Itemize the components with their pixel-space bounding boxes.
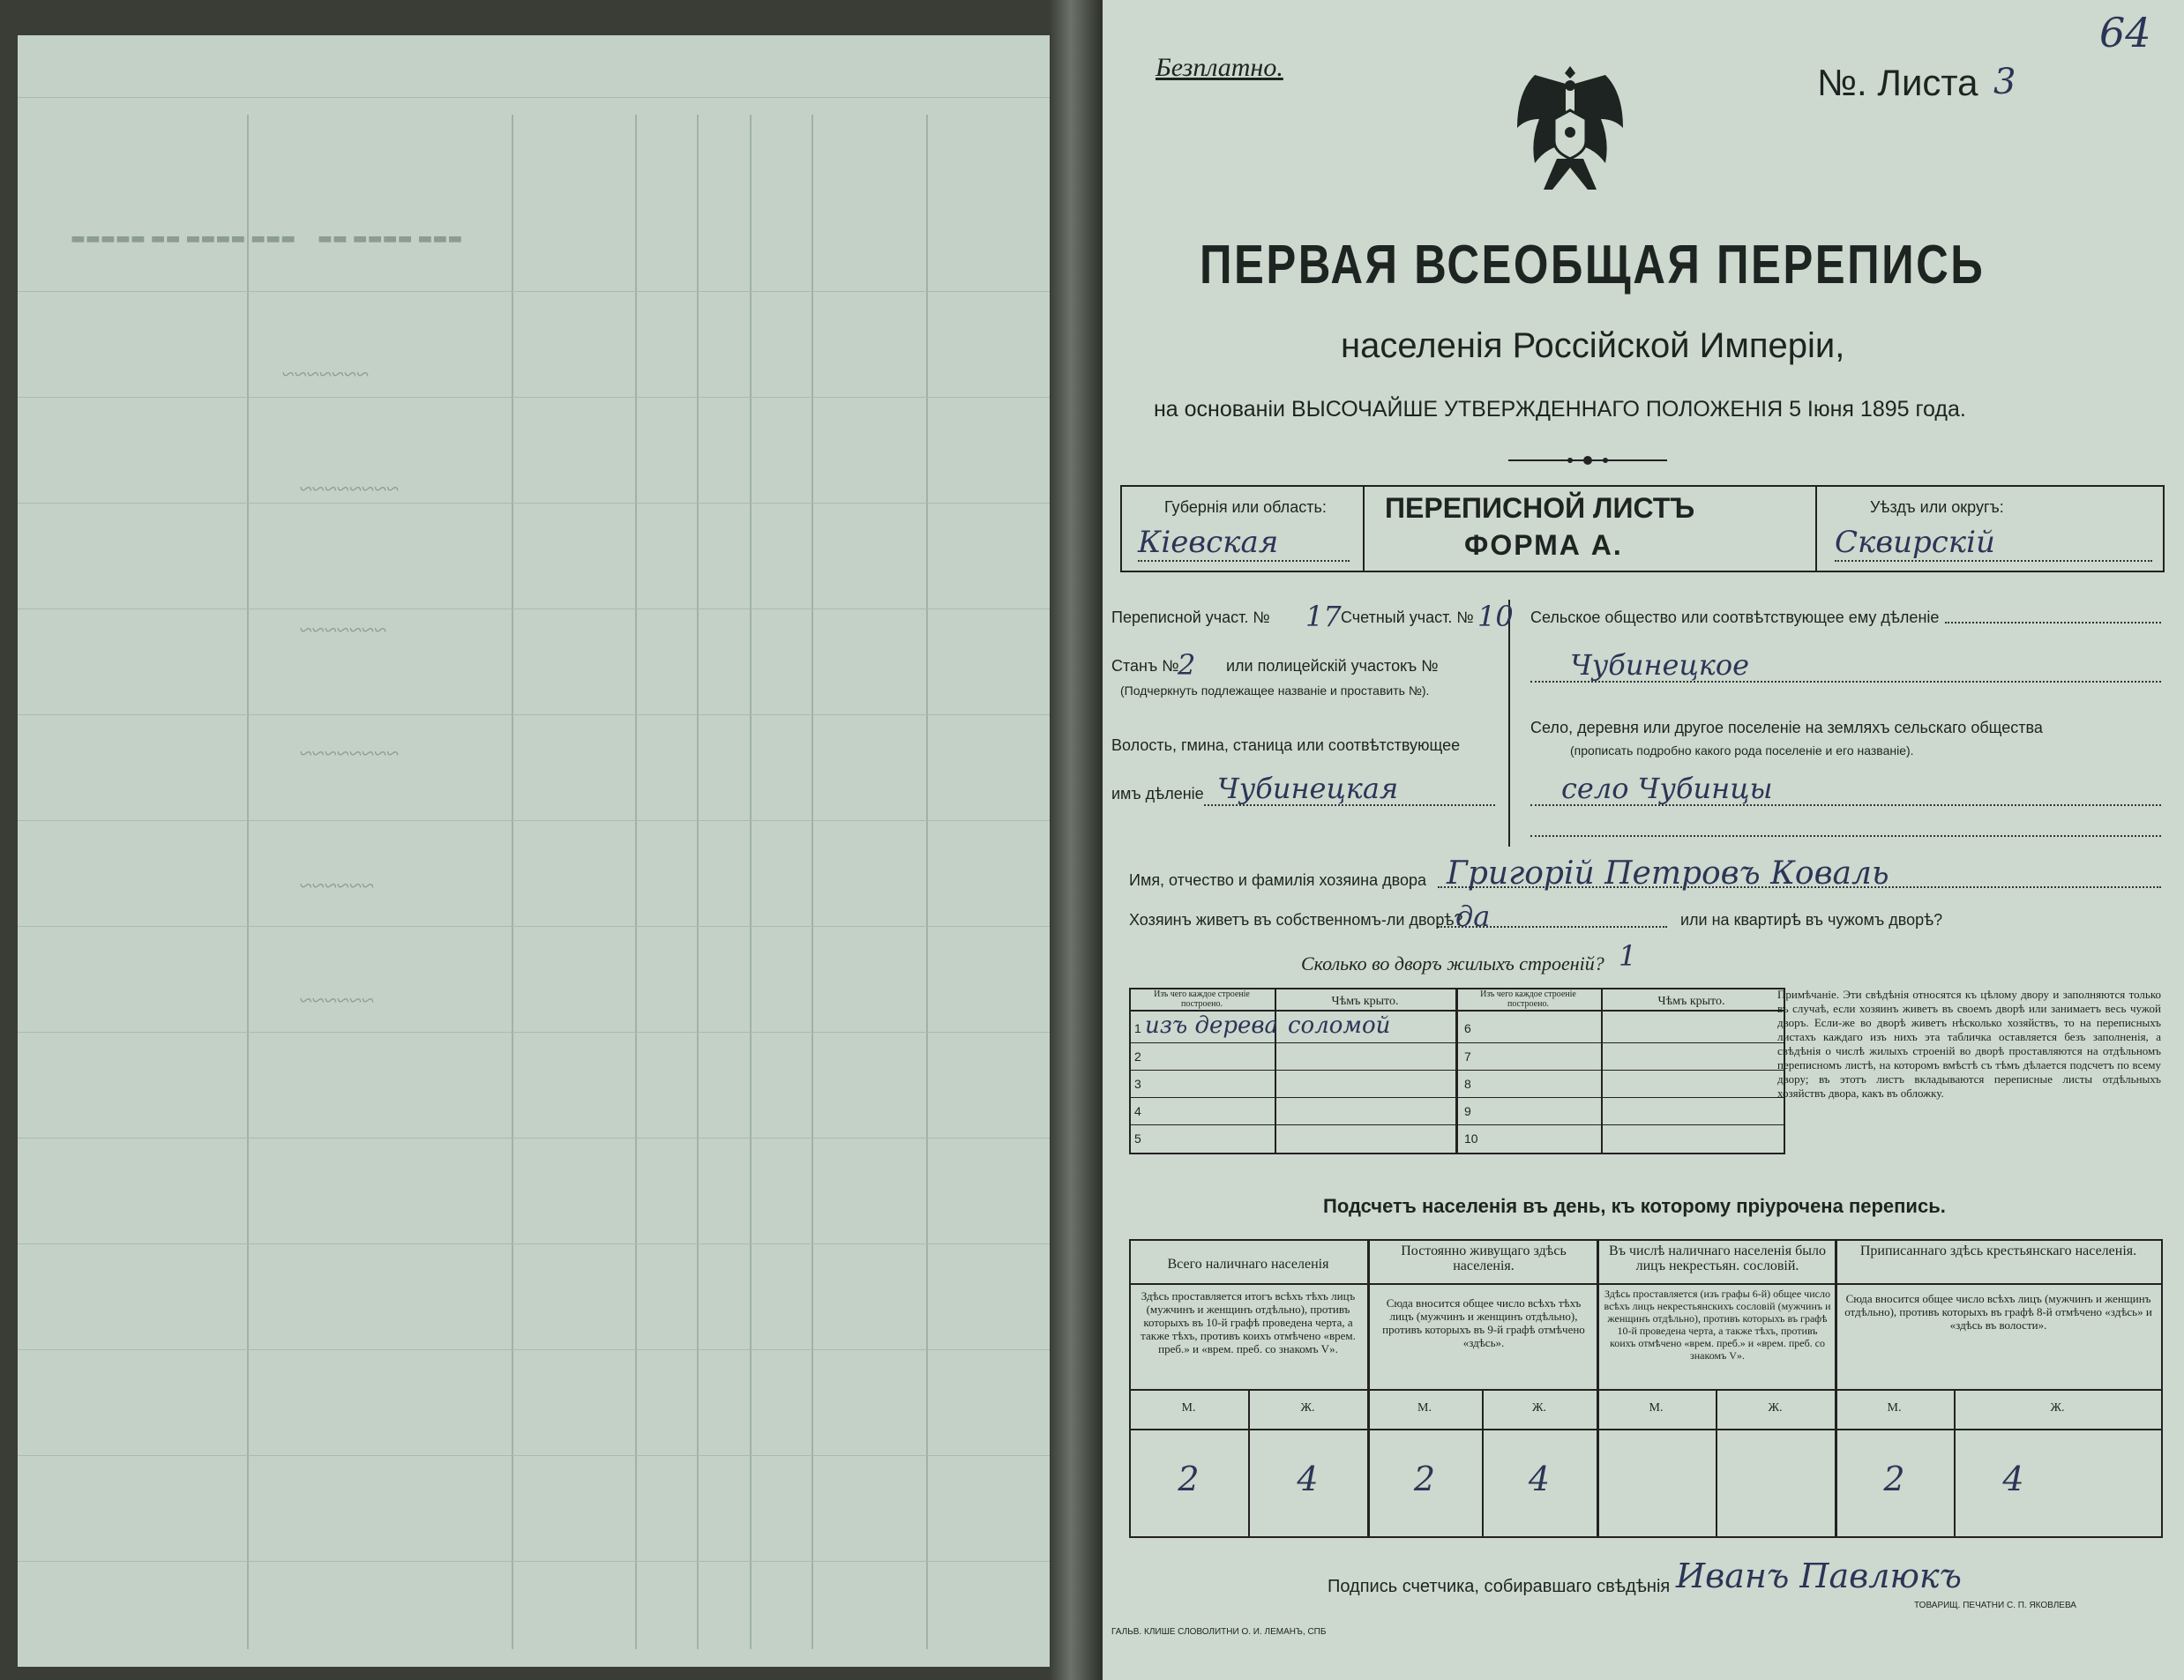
volost-label-2: имъ дѣленіе (1111, 785, 1204, 803)
left-page-bleedthrough: ▬▬▬ ▬▬▬▬ ▬▬ ▬▬▬▬▬ ▬▬▬ ▬▬▬▬ ▬▬ ~~~~~~~ ~~~~~~~~ ~~~~~~~ ~~~~~~~~ ~~~~~~ ~~~~~~ (18, 35, 1050, 1667)
owner-value: Григорій Петровъ Коваль (1447, 855, 1889, 892)
building-roof-header-2: Чѣмъ крыто. (1657, 995, 1725, 1008)
female-label: Ж. (1531, 1401, 1547, 1415)
building-row-no: 1 (1134, 1021, 1141, 1035)
count-col-header: Приписаннаго здѣсь крестьянскаго населенія. (1859, 1243, 2137, 1258)
apartment-label: или на квартирѣ въ чужомъ дворѣ? (1680, 911, 1943, 929)
count-district-value: 10 (1477, 600, 1514, 633)
building-row-no: 3 (1134, 1077, 1141, 1091)
free-label: Безплатно. (1156, 53, 1283, 82)
male-label: М. (1181, 1401, 1196, 1415)
building-row-no: 9 (1464, 1104, 1471, 1118)
buildings-label: Сколько во дворъ жилыхъ строеній? (1301, 952, 1604, 974)
district-label: Уѣздъ или округъ: (1870, 498, 2004, 516)
building-row-no: 10 (1464, 1131, 1478, 1146)
male-label: М. (1649, 1401, 1664, 1415)
male-count: 2 (1178, 1460, 1200, 1498)
census-district-label: Переписной участ. № (1111, 609, 1270, 626)
community-value: Чубинецкое (1570, 648, 1750, 682)
building-row-no: 4 (1134, 1104, 1141, 1118)
community-label: Сельское общество или соотвѣтствующее ему дѣленіе (1530, 609, 1940, 626)
building-row-no: 7 (1464, 1049, 1471, 1064)
count-col-header: Въ числѣ наличнаго населенія было лицъ некрестьян. сословій. (1609, 1243, 1826, 1273)
owner-label: Имя, отчество и фамилія хозяина двора (1129, 871, 1426, 889)
census-basis: на основаніи ВЫСОЧАЙШЕ УТВЕРЖДЕННАГО ПОЛОЖЕНІЯ 5 Іюня 1895 года. (1154, 397, 1966, 422)
building-roof: соломой (1288, 1012, 1391, 1039)
count-col-header: Постоянно живущаго здѣсь населенія. (1401, 1243, 1567, 1273)
form-title: ПЕРЕПИСНОЙ ЛИСТЪ (1385, 492, 1695, 524)
volost-value: Чубинецкая (1217, 772, 1399, 805)
female-label: Ж. (1768, 1401, 1783, 1415)
female-label: Ж. (1300, 1401, 1315, 1415)
count-col-desc: Здѣсь проставляется (изъ графы 6-й) общее число всѣхъ лицъ некрестьянскихъ сословій (мужчинъ и женщинъ отдѣльно), противъ которыхъ въ графѣ 10-й проведена черта, а также тѣхъ, противъ коихъ отмѣчено «врем. преб.» и «врем. преб. со знакомъ V». (1604, 1288, 1831, 1362)
census-subtitle: населенія Россійской Имперіи, (1341, 326, 1845, 365)
count-col-desc: Сюда вносится общее число всѣхъ лицъ (мужчинъ и женщинъ отдѣльно), противъ которыхъ въ графѣ 8-й отмѣчено «здѣсь» и «здѣсь въ волости». (1844, 1292, 2152, 1332)
male-label: М. (1417, 1401, 1432, 1415)
village-value: село Чубинцы (1561, 772, 1773, 805)
building-row-no: 2 (1134, 1049, 1141, 1064)
count-district-label: Счетный участ. № (1341, 609, 1474, 626)
signature-value: Иванъ Павлюкъ (1676, 1557, 1962, 1595)
female-count: 4 (2002, 1460, 2024, 1498)
building-roof-header: Чѣмъ крыто. (1331, 995, 1399, 1008)
male-label: М. (1887, 1401, 1902, 1415)
ornament-divider (1508, 454, 1667, 467)
female-label: Ж. (2050, 1401, 2065, 1415)
footer-printer-left: ГАЛЬВ. КЛИШЕ СЛОВОЛИТНИ О. И. ЛЕМАНЪ, СПБ (1111, 1627, 1327, 1637)
census-form-page (1103, 0, 2184, 1680)
building-material-header: Изъ чего каждое строеніе построено. (1154, 989, 1250, 1009)
stan-value: 2 (1178, 648, 1196, 682)
building-row-no: 5 (1134, 1131, 1141, 1146)
underline-note: (Подчеркнуть подлежащее названіе и проставить №). (1120, 683, 1430, 698)
district-value: Сквирскій (1835, 525, 1995, 560)
stan-label: Станъ № (1111, 657, 1179, 675)
province-label: Губернія или область: (1164, 498, 1327, 516)
count-col-header: Всего наличнаго населенія (1167, 1257, 1329, 1272)
census-title: ПЕРВАЯ ВСЕОБЩАЯ ПЕРЕПИСЬ (1200, 235, 1986, 295)
count-col-desc: Сюда вносится общее число всѣхъ тѣхъ лицъ (мужчинъ и женщинъ отдѣльно), противъ которыхъ въ 9-й графѣ отмѣчено «здѣсь». (1382, 1296, 1585, 1349)
owner-lives-value: да (1455, 900, 1491, 933)
police-label: или полицейскій участокъ № (1226, 657, 1439, 675)
footer-printer-right: ТОВАРИЩ. ПЕЧАТНИ С. П. ЯКОВЛЕВА (1914, 1601, 2076, 1610)
building-row-no: 8 (1464, 1077, 1471, 1091)
province-value: Кіевская (1138, 525, 1279, 560)
count-col-desc: Здѣсь проставляется итогъ всѣхъ тѣхъ лицъ (мужчинъ и женщинъ отдѣльно), противъ которыхъ въ 10-й графѣ проведена черта, а также тѣхъ, противъ коихъ отмѣчено «врем. преб.» и «врем. преб. со знакомъ V». (1141, 1289, 1356, 1355)
census-district-value: 17 (1305, 600, 1342, 633)
building-row-no: 6 (1464, 1021, 1471, 1035)
owner-lives-label: Хозяинъ живетъ въ собственномъ-ли дворѣ? (1129, 911, 1463, 929)
form-subtitle: ФОРМА А. (1464, 529, 1623, 561)
village-label: Село, деревня или другое поселеніе на земляхъ сельскаго общества (1530, 719, 2043, 736)
volost-label: Волость, гмина, станица или соотвѣтствующее (1111, 736, 1461, 754)
signature-label: Подпись счетчика, собиравшаго свѣдѣнія (1328, 1577, 1671, 1596)
village-note: (прописать подробно какого рода поселеніе и его названіе). (1570, 743, 1914, 758)
count-section-title: Подсчетъ населенія въ день, къ которому пріурочена перепись. (1323, 1195, 1946, 1217)
female-count: 4 (1528, 1460, 1551, 1498)
sheet-number-label: №. Листа (1817, 62, 1978, 103)
female-count: 4 (1297, 1460, 1319, 1498)
sheet-number-value: 3 (1993, 62, 2016, 102)
building-material: изъ дерева (1145, 1012, 1279, 1039)
male-count: 2 (1883, 1460, 1905, 1498)
buildings-value: 1 (1619, 939, 1637, 973)
buildings-note: Примѣчаніе. Эти свѣдѣнія относятся къ цѣлому двору и заполняются только въ случаѣ, если хозяинъ живетъ въ своемъ дворѣ или занимаетъ весь чужой дворъ. Если-же во дворѣ живетъ нѣсколько хозяйствъ, то на переписныхъ листахъ каждаго изъ нихъ эта табличка оставляется безъ заполненія, а свѣдѣнія о числѣ жилыхъ строеній во дворѣ проставляются на отдѣльномъ переписномъ листѣ, на которомъ вмѣстѣ съ тѣмъ дѣлается подсчетъ по всему двору; въ этотъ листъ вкладываются переписные листы отдѣльныхъ хозяйствъ двора, какъ въ обложку. (1777, 988, 2161, 1100)
imperial-eagle-emblem (1500, 49, 1641, 212)
male-count: 2 (1413, 1460, 1436, 1498)
building-material-header-2: Изъ чего каждое строеніе построено. (1480, 989, 1576, 1009)
page-number: 64 (2099, 9, 2151, 56)
book-gutter (1050, 0, 1103, 1680)
